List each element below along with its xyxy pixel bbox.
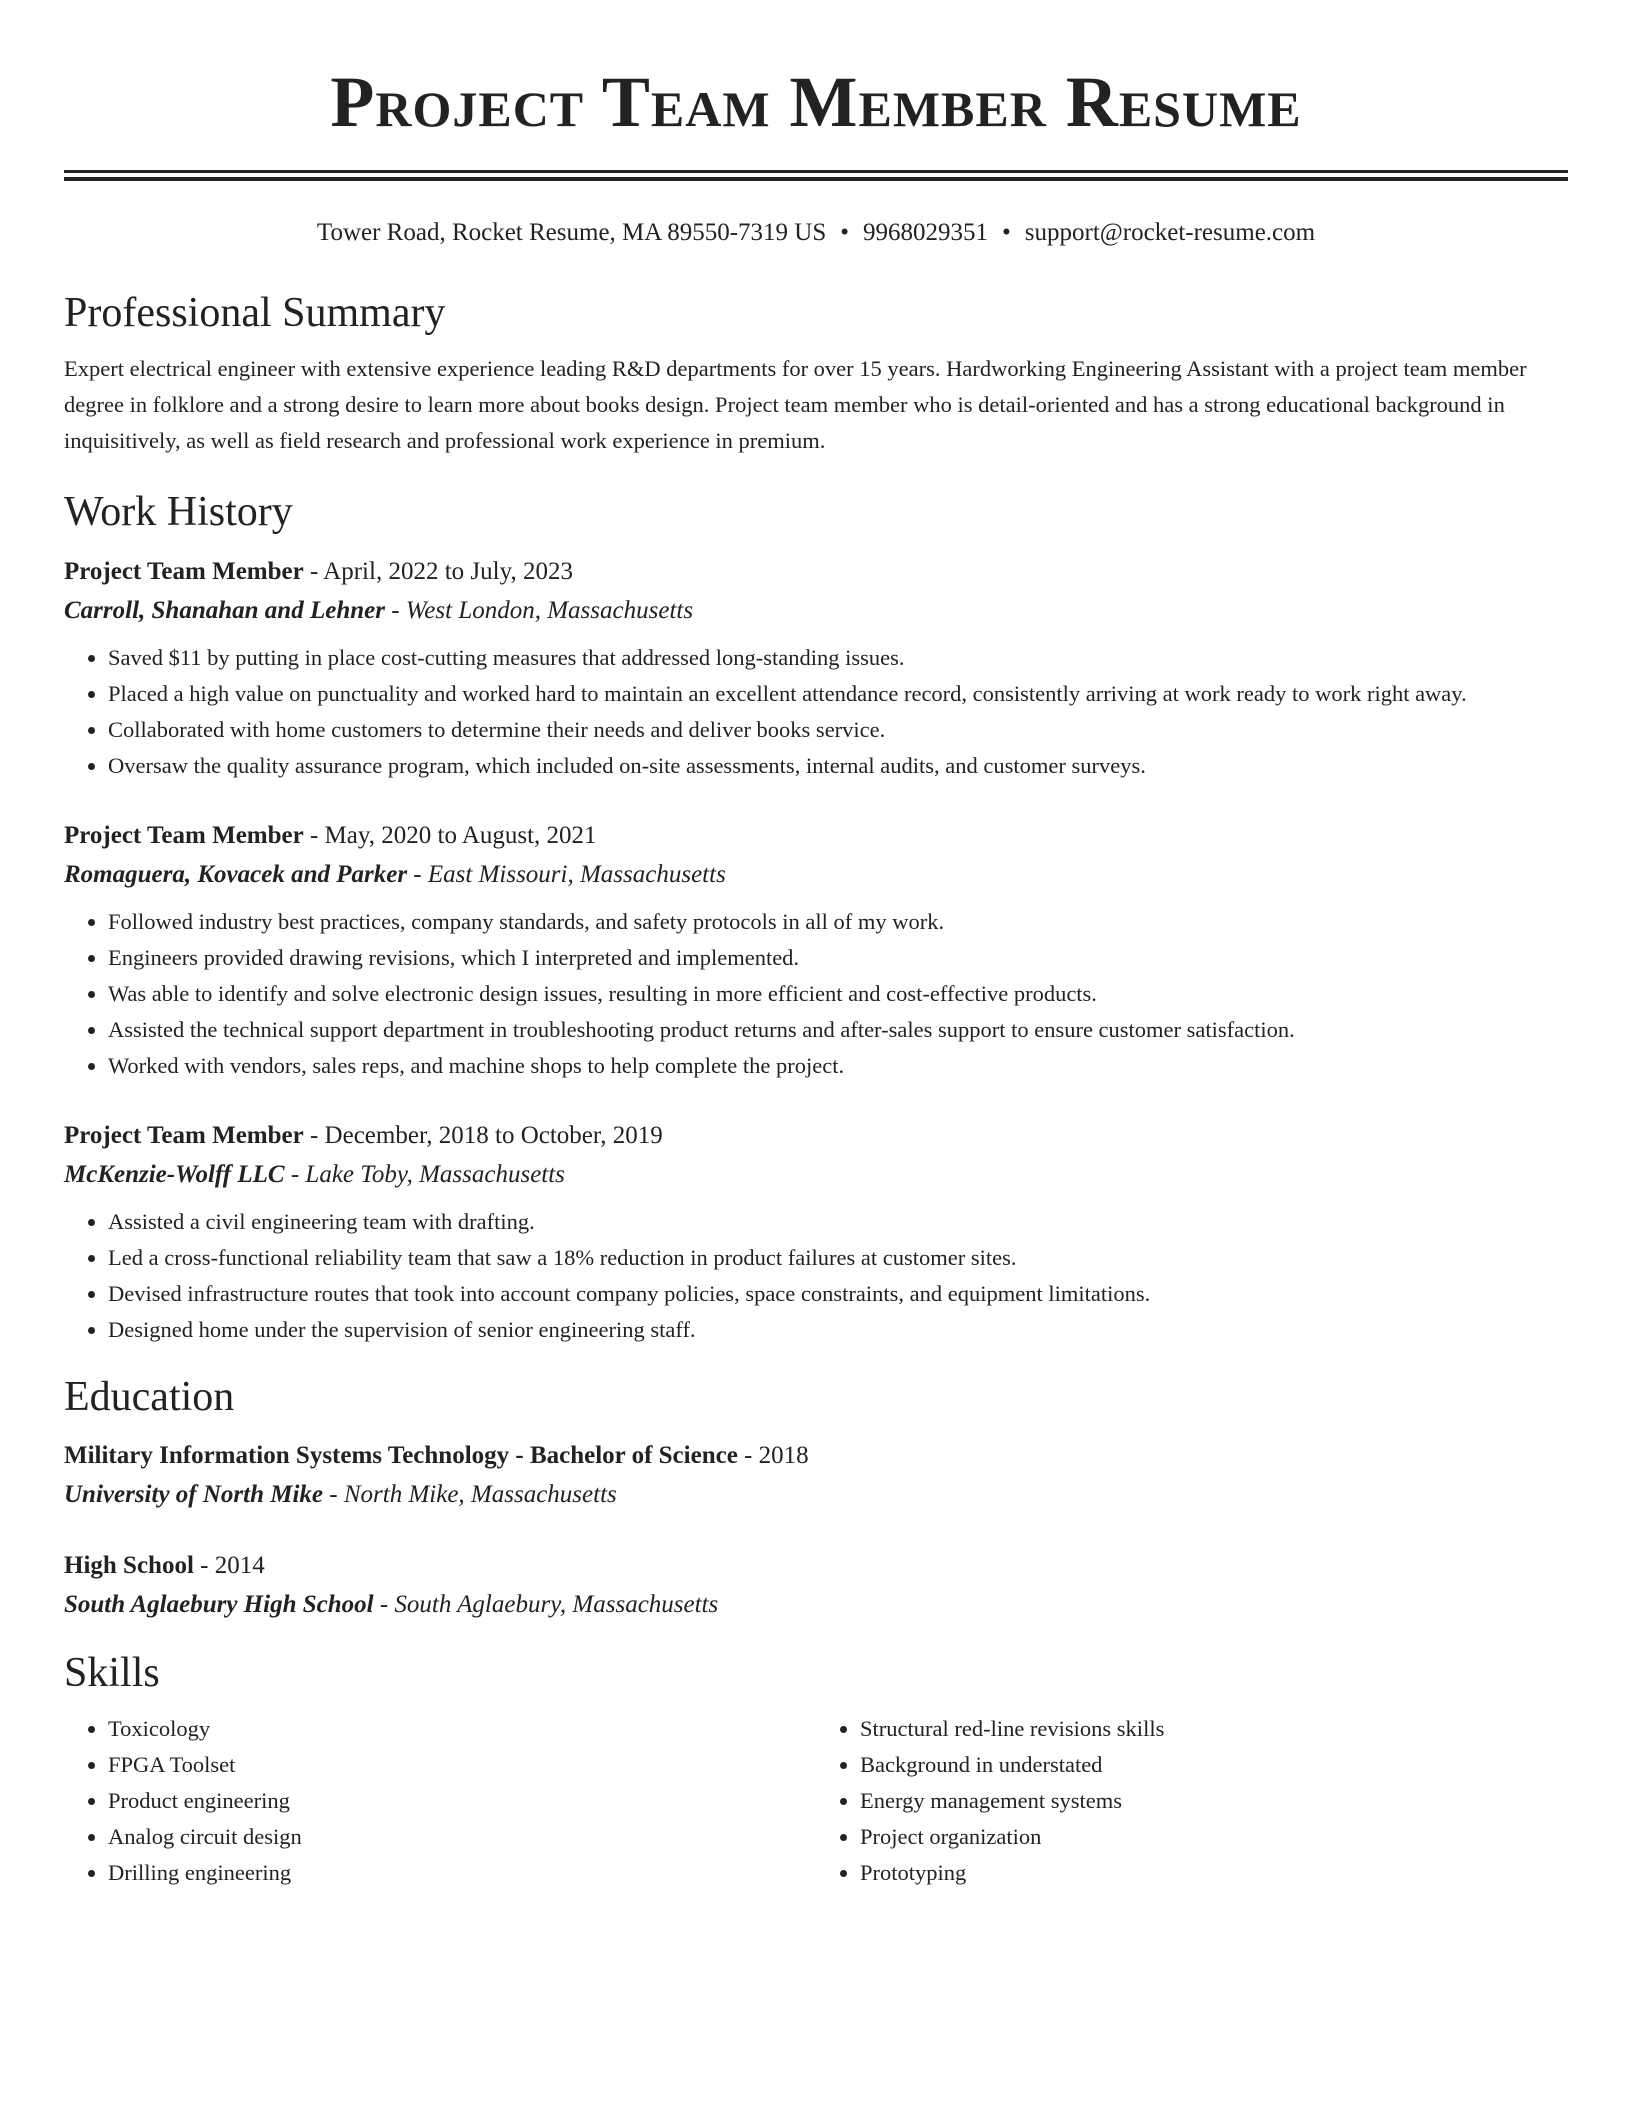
school-location: - South Aglaebury, Massachusetts	[373, 1591, 719, 1619]
job-bullet: • Oversaw the quality assurance program, which included on-site assessments, internal audits, and customer surveys.	[108, 748, 1568, 784]
contact-separator: •	[1002, 219, 1011, 246]
company-location: - East Missouri, Massachusetts	[407, 860, 726, 888]
school-line	[64, 1476, 1568, 1514]
job-bullet: • Assisted a civil engineering team with drafting.	[108, 1204, 1568, 1240]
job-dates: - May, 2020 to August, 2021	[303, 821, 597, 849]
job-bullet: • Designed home under the supervision of senior engineering staff.	[108, 1312, 1568, 1348]
school-line	[64, 1586, 1568, 1624]
degree-year: - 2018	[737, 1442, 809, 1470]
summary-text: Expert electrical engineer with extensive experience leading R&D departments for over 15 years. Hardworking Engineering Assistant with a project team member degree in folklore and a strong desire to learn more about books design. Project team member who is detail-oriented and has a strong educational background in inquisitively, as well as field research and professional work experience in premium.	[64, 356, 1527, 454]
job-bullet: • Worked with vendors, sales reps, and machine shops to help complete the project.	[108, 1048, 1568, 1084]
job-entry	[64, 816, 1568, 1084]
company-name: McKenzie-Wolff LLC	[64, 1160, 285, 1188]
job-dates: - December, 2018 to October, 2019	[303, 1121, 663, 1149]
skill-item: • Drilling engineering	[108, 1855, 816, 1891]
contact-email: support@rocket-resume.com	[1024, 219, 1316, 246]
job-bullets	[64, 904, 1568, 1084]
job-title: Project Team Member	[64, 557, 304, 585]
education-heading: Education	[64, 1373, 235, 1420]
school-name: University of North Mike	[64, 1481, 324, 1509]
skill-item: • Background in understated	[860, 1747, 1568, 1783]
work-history-heading: Work History	[64, 489, 293, 536]
job-title-line	[64, 552, 1568, 592]
company-name: Carroll, Shanahan and Lehner	[64, 596, 385, 624]
company-line	[64, 592, 1568, 630]
skills-columns	[64, 1711, 1568, 1891]
degree-line	[64, 1436, 1568, 1476]
company-name: Romaguera, Kovacek and Parker	[64, 860, 408, 888]
job-entry	[64, 1116, 1568, 1348]
skill-item: • FPGA Toolset	[108, 1747, 816, 1783]
summary-heading: Professional Summary	[64, 290, 446, 336]
skill-item: • Structural red-line revisions skills	[860, 1711, 1568, 1747]
degree-name: Military Information Systems Technology - Bachelor of Science	[64, 1442, 738, 1470]
job-title-line	[64, 816, 1568, 856]
job-title: Project Team Member	[64, 1121, 304, 1149]
job-bullets	[64, 640, 1568, 784]
skills-heading: Skills	[64, 1650, 160, 1697]
job-bullet: • Assisted the technical support department in troubleshooting product returns and after-sales support to ensure customer satisfaction.	[108, 1012, 1568, 1048]
job-dates: - April, 2022 to July, 2023	[303, 557, 573, 585]
job-entry	[64, 552, 1568, 784]
job-bullet: • Followed industry best practices, company standards, and safety protocols in all of my work.	[108, 904, 1568, 940]
contact-line	[64, 218, 1568, 248]
company-line	[64, 856, 1568, 894]
resume-title: Project Team Member Resume	[330, 62, 1302, 142]
skills-list-left	[64, 1711, 816, 1891]
job-title-line	[64, 1116, 1568, 1156]
contact-address: Tower Road, Rocket Resume, MA 89550-7319 US	[316, 219, 827, 246]
degree-name: High School	[64, 1552, 194, 1580]
education-entry	[64, 1436, 1568, 1514]
job-bullets	[64, 1204, 1568, 1348]
skill-item: • Toxicology	[108, 1711, 816, 1747]
degree-line	[64, 1546, 1568, 1586]
skill-item: • Prototyping	[860, 1855, 1568, 1891]
job-bullet: • Engineers provided drawing revisions, which I interpreted and implemented.	[108, 940, 1568, 976]
job-bullet: • Devised infrastructure routes that took into account company policies, space constraints, and equipment limitations.	[108, 1276, 1568, 1312]
skill-item: • Energy management systems	[860, 1783, 1568, 1819]
skills-list-right	[816, 1711, 1568, 1891]
skill-item: • Analog circuit design	[108, 1819, 816, 1855]
job-title: Project Team Member	[64, 821, 304, 849]
job-bullet: • Led a cross-functional reliability team that saw a 18% reduction in product failures at customer sites.	[108, 1240, 1568, 1276]
job-bullet: • Collaborated with home customers to determine their needs and deliver books service.	[108, 712, 1568, 748]
skill-item: • Product engineering	[108, 1783, 816, 1819]
company-location: - West London, Massachusetts	[384, 596, 694, 624]
degree-year: - 2014	[193, 1552, 265, 1580]
school-location: - North Mike, Massachusetts	[323, 1481, 617, 1509]
school-name: South Aglaebury High School	[64, 1591, 374, 1619]
company-location: - Lake Toby, Massachusetts	[284, 1160, 565, 1188]
education-entry	[64, 1546, 1568, 1624]
job-bullet: • Saved $11 by putting in place cost-cutting measures that addressed long-standing issues.	[108, 640, 1568, 676]
skill-item: • Project organization	[860, 1819, 1568, 1855]
job-bullet: • Placed a high value on punctuality and worked hard to maintain an excellent attendance record, consistently arriving at work ready to work right away.	[108, 676, 1568, 712]
contact-phone: 9968029351	[863, 219, 989, 246]
contact-separator: •	[840, 219, 850, 246]
company-line	[64, 1156, 1568, 1194]
job-bullet: • Was able to identify and solve electronic design issues, resulting in more efficient and cost-effective products.	[108, 976, 1568, 1012]
title-double-rule	[64, 170, 1568, 181]
